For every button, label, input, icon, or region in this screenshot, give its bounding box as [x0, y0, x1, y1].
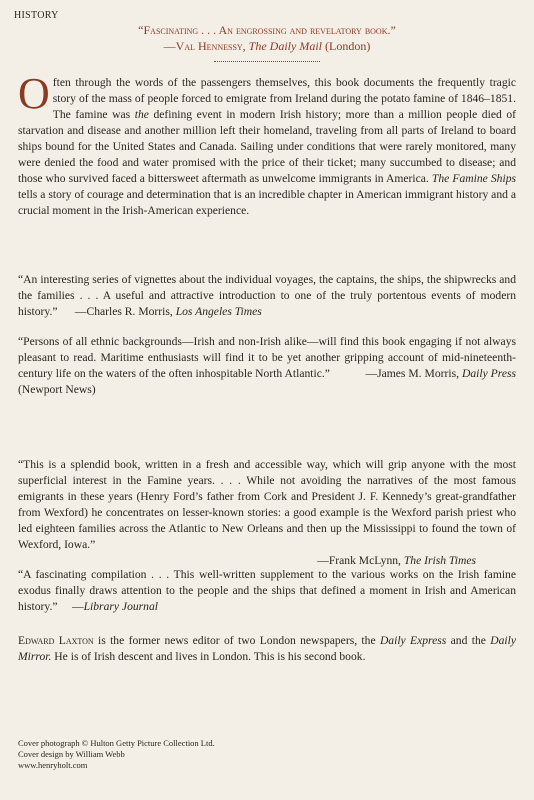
photo-credit: Cover photograph © Hulton Getty Picture Collection Ltd. — [18, 738, 215, 748]
featured-quote — [0, 22, 534, 54]
review-quote: “An interesting series of vignettes about the individual voyages, the captains, the ships, the shipwrecks and the families . . . A useful and attractive introduction to one of the truly portentous events of modern history.” —Charles R. Morris, Los Angeles Times — [18, 273, 516, 318]
book-title: The Famine Ships — [431, 172, 517, 185]
review-attribution: —Library Journal — [72, 600, 158, 613]
design-credit: Cover design by William Webb — [18, 749, 125, 759]
author-bio: Edward Laxton is the former news editor of two London newspapers, the Daily Express and the Daily Mirror. He is of Irish descent and lives in London. This is his second book. — [18, 634, 516, 663]
author-name: Edward Laxton — [18, 634, 94, 647]
dotted-divider — [214, 61, 320, 62]
drop-cap: O — [18, 69, 50, 118]
review-quote: “Persons of all ethnic backgrounds—Irish and non-Irish alike—will find this book engaging if not always pleasant to read. Maritime enthusiasts will find it to be yet another gripping account of mid-nineteenth-century life on the waters of the often inhospitable North Atlantic.” —James M. Morris, Daily Press (Newport News) — [18, 335, 517, 396]
review-quote: “This is a splendid book, written in a fresh and accessible way, which will grip anyone with the most superficial interest in the Famine years. . . . While not avoiding the narratives of the most famous emigrants in these years (Henry Ford’s father from Cork and President J. F. Kennedy’s great-grandfather from Wexford) he concentrates on lesser-known stories: a good example is the Wexford parish priest who led eighteen families across the Atlantic to New Orleans and then up the Mississippi to found the town of Wexford, Iowa.” —Frank McLynn, The Irish Times — [18, 458, 516, 567]
review-attribution: —Charles R. Morris, Los Angeles Times — [74, 305, 262, 318]
cover-credits — [18, 738, 215, 771]
review-quote: “A fascinating compilation . . . This well-written supplement to the various works on the Irish famine exodus finally draws attention to the people and the ships that defined a moment in Irish and American history.” —Library Journal — [18, 568, 516, 613]
review-attribution: —James M. Morris, Daily Press (Newport News) — [18, 367, 517, 396]
book-description: Often through the words of the passengers themselves, this book documents the frequently tragic story of the mass of people forced to emigrate from Ireland during the potato famine of 1846–1851. The famine was the defining event in modern Irish history; more than a million people died of starvation and disease and another million left their homeland, traveling from all parts of Ireland to board ships bound for the United States and Canada. Sailing under conditions that were rarely monitored, many were denied the food and water promised with the price of their ticket; many succumbed to disease; and those who survived faced a bittersweet aftermath as unwelcome immigrants in America. The Famine Ships tells a story of courage and determination that is an incredible chapter in American immigrant history and a crucial moment in the Irish-American experience. — [18, 69, 517, 217]
category-label: HISTORY — [14, 10, 59, 21]
review-attribution: —Frank McLynn, The Irish Times — [317, 554, 476, 567]
featured-quote-text: “Fascinating . . . An engrossing and revelatory book.” — [138, 23, 396, 37]
featured-quote-source: The Daily Mail — [248, 39, 322, 53]
featured-quote-attribution: —Val Hennessy, The Daily Mail (London) — [163, 39, 371, 53]
publisher-url: www.henryholt.com — [18, 760, 88, 770]
